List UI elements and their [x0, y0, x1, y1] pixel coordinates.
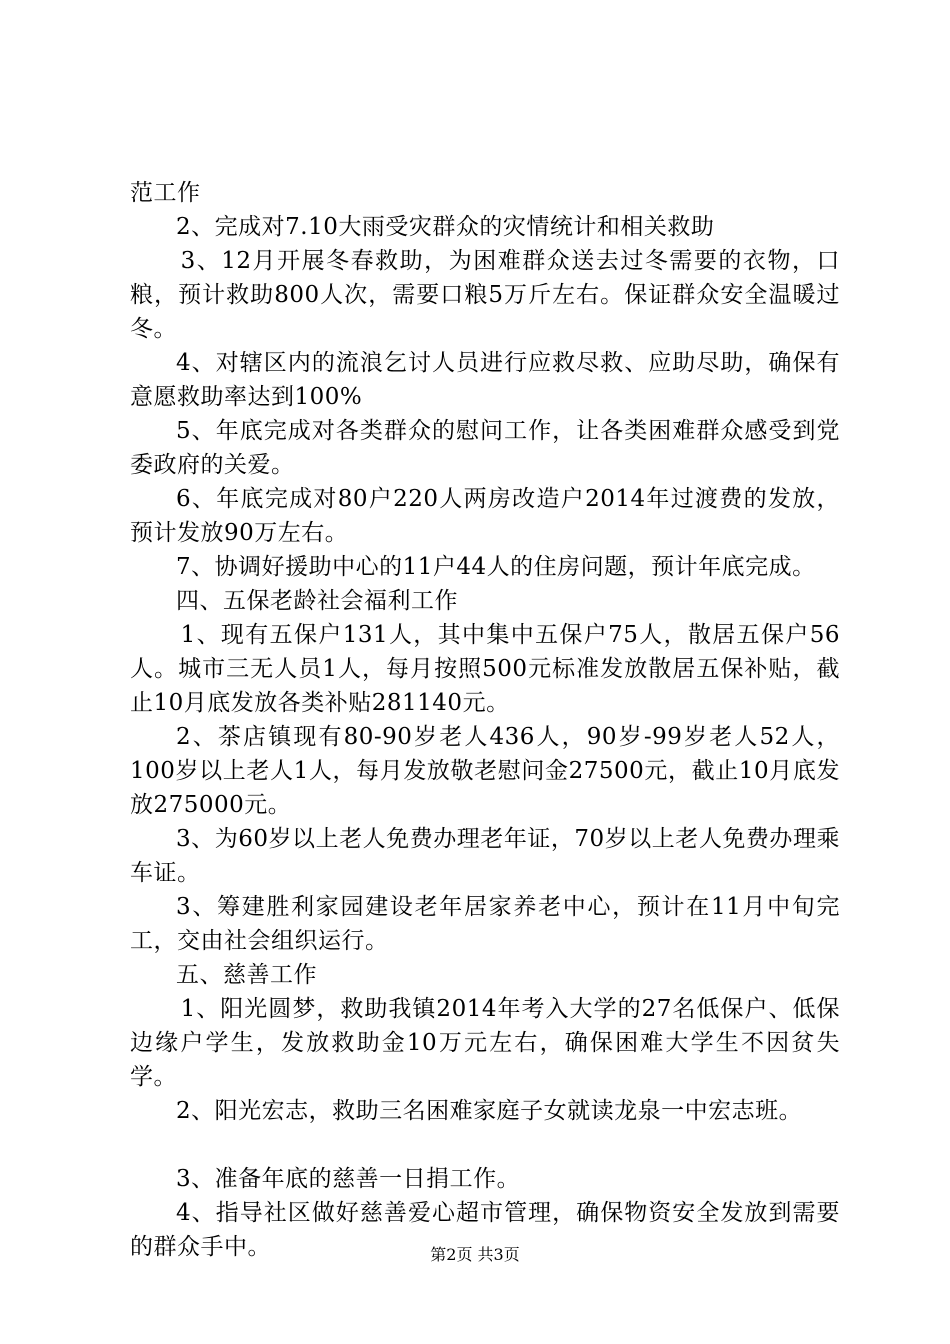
paragraph: 2、茶店镇现有80-90岁老人436人，90岁-99岁老人52人，100岁以上老人1人，每月发放敬老慰问金27500元，截止10月底发放275000元。 [130, 724, 840, 818]
paragraph: 5、年底完成对各类群众的慰问工作，让各类困难群众感受到党委政府的关爱。 [130, 418, 840, 478]
page-number-label: 第2页 共3页 [430, 1245, 520, 1264]
section-heading: 四、五保老龄社会福利工作 [176, 588, 458, 614]
paragraph: 3、为60岁以上老人免费办理老年证，70岁以上老人免费办理乘车证。 [130, 826, 840, 886]
paragraph-continuation: 范工作 [130, 180, 201, 206]
paragraph: 6、年底完成对80户220人两房改造户2014年过渡费的发放，预计发放90万左右。 [130, 486, 840, 546]
paragraph: 3、12月开展冬春救助，为困难群众送去过冬需要的衣物，口粮，预计救助800人次，需要口粮5万斤左右。保证群众安全温暖过冬。 [130, 248, 840, 342]
paragraph: 4、对辖区内的流浪乞讨人员进行应救尽救、应助尽助，确保有意愿救助率达到100% [130, 350, 840, 410]
paragraph: 3、准备年底的慈善一日捐工作。 [176, 1166, 521, 1192]
paragraph: 7、协调好援助中心的11户44人的住房问题，预计年底完成。 [176, 554, 816, 580]
paragraph: 3、筹建胜利家园建设老年居家养老中心，预计在11月中旬完工，交由社会组织运行。 [130, 894, 840, 954]
page-footer [0, 1245, 950, 1265]
blank-line [130, 1128, 840, 1162]
document-body [130, 176, 840, 1264]
paragraph: 2、完成对7.10大雨受灾群众的灾情统计和相关救助 [176, 214, 715, 240]
section-heading: 五、慈善工作 [176, 962, 317, 988]
paragraph: 2、阳光宏志，救助三名困难家庭子女就读龙泉一中宏志班。 [176, 1098, 803, 1124]
paragraph: 1、现有五保户131人，其中集中五保户75人，散居五保户56人。城市三无人员1人，每月按照500元标准发放散居五保补贴，截止10月底发放各类补贴281140元。 [130, 622, 840, 716]
paragraph: 4、指导社区做好慈善爱心超市管理，确保物资安全发放到需要的群众手中。 [130, 1200, 840, 1260]
paragraph: 1、阳光圆梦，救助我镇2014年考入大学的27名低保户、低保边缘户学生，发放救助金10万元左右，确保困难大学生不因贫失学。 [130, 996, 840, 1090]
